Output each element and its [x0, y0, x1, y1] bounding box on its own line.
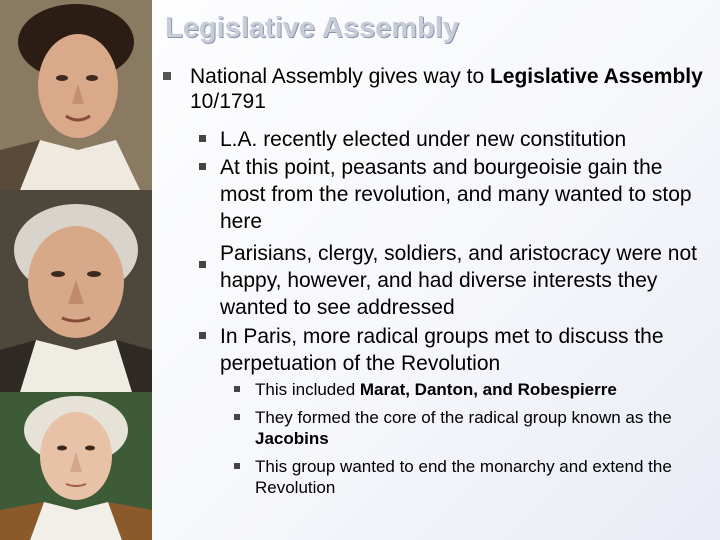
bullet-marker	[199, 261, 206, 268]
bullet-marker	[234, 386, 240, 392]
sub-sub-bullet-1: This included Marat, Danton, and Robespierre	[255, 380, 617, 399]
sub-bullet-1: L.A. recently elected under new constitution	[220, 128, 627, 151]
bullet-marker	[199, 135, 206, 142]
portrait-column	[0, 0, 152, 540]
sub-sub-bullet-3: This group wanted to end the monarchy and extend the Revolution	[255, 457, 672, 497]
slide-title: Legislative Assembly	[165, 12, 459, 44]
bullet-marker	[199, 163, 206, 170]
portrait-danton	[0, 190, 152, 392]
bullet-marker	[163, 72, 171, 80]
portrait-robespierre-image	[0, 392, 152, 540]
main-bullet-text: National Assembly gives way to Legislative Assembly 10/1791	[190, 65, 703, 113]
bullet-marker	[234, 463, 240, 469]
sub-sub-bullet-2: They formed the core of the radical group known as the Jacobins	[255, 408, 672, 448]
portrait-marat-image	[0, 0, 152, 190]
portrait-marat	[0, 0, 152, 190]
bullet-marker	[234, 414, 240, 420]
bullet-marker	[199, 332, 206, 339]
sub-bullet-2: At this point, peasants and bourgeoisie gain the most from the revolution, and many wanted to stop here	[220, 156, 692, 233]
sub-bullet-4: In Paris, more radical groups met to discuss the perpetuation of the Revolution	[220, 325, 664, 375]
portrait-robespierre	[0, 392, 152, 540]
sub-bullet-3: Parisians, clergy, soldiers, and aristocracy were not happy, however, and had diverse interests they wanted to see addressed	[220, 242, 697, 319]
portrait-danton-image	[0, 190, 152, 392]
